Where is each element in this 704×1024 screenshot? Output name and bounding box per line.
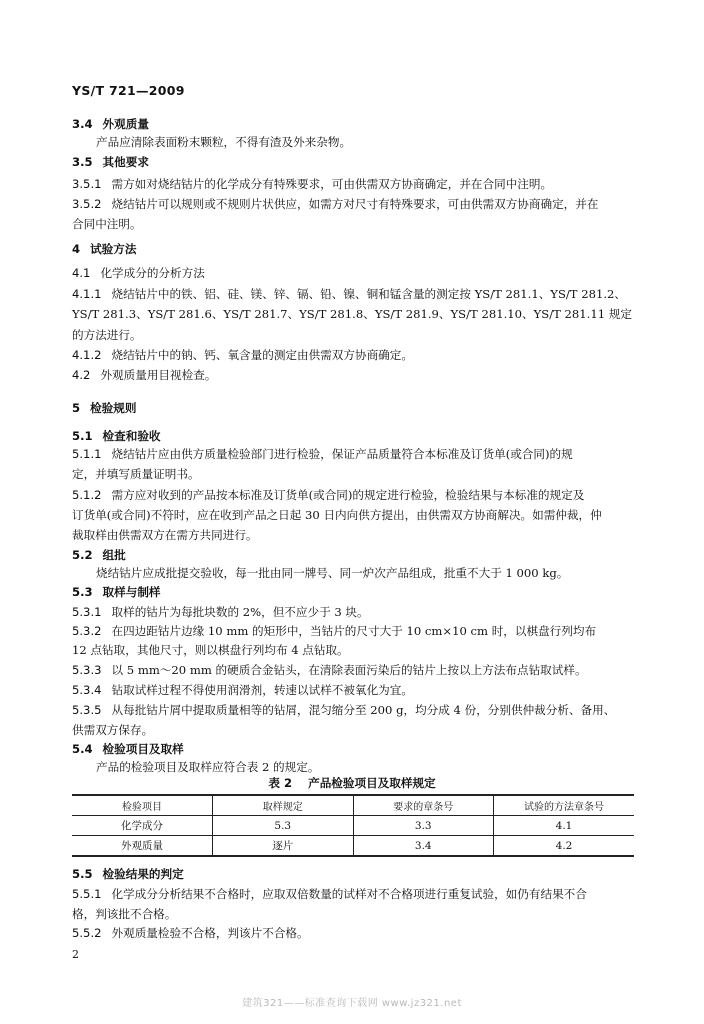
clause-text: 外观质量	[102, 117, 149, 131]
section-heading	[72, 401, 136, 415]
text-line	[72, 368, 216, 382]
text-line	[72, 488, 584, 502]
text-line	[72, 287, 626, 301]
text-line	[72, 703, 615, 717]
section-heading	[72, 742, 184, 756]
section-heading	[72, 867, 184, 881]
table-caption	[0, 775, 704, 791]
clause-text: 外观质量用目视检查。	[100, 368, 217, 382]
table-header-cell: 要求的章条号	[353, 795, 494, 816]
text-line	[96, 760, 319, 774]
clause-text: 供需双方保存。	[72, 723, 154, 737]
clause-text: 试验方法	[90, 242, 137, 256]
text-line	[72, 663, 587, 677]
section-heading	[72, 155, 149, 169]
text-line	[72, 447, 573, 461]
table-cell: 外观质量	[72, 836, 213, 857]
standard-code: YS/T 721—2009	[72, 83, 185, 98]
clause-text: 裁取样由供需双方在需方共同进行。	[72, 528, 258, 542]
text-line	[72, 926, 309, 940]
text-line	[72, 177, 552, 191]
table-caption-number: 表 2	[268, 776, 293, 790]
clause-text: 检查和验收	[102, 429, 161, 443]
watermark: 建筑321——标准查询下载网 www.jz321.net	[242, 998, 462, 1009]
text-line	[72, 328, 142, 342]
clause-number: 5.3.5	[72, 703, 102, 717]
clause-number: 4.1.2	[72, 348, 102, 362]
clause-text: 合同中注明。	[72, 217, 142, 231]
text-line	[96, 566, 568, 580]
clause-number: 5.5.2	[72, 926, 102, 940]
table-header-row	[72, 795, 634, 816]
table-cell: 逐片	[213, 836, 354, 857]
text-line	[72, 348, 413, 362]
clause-text: 外观质量检验不合格，判该片不合格。	[111, 926, 309, 940]
clause-number: 5.3	[72, 585, 93, 599]
clause-number: 5.1.2	[72, 488, 102, 502]
clause-number: 4.1	[72, 266, 91, 280]
text-line	[72, 683, 413, 697]
clause-text: 以 5 mm～20 mm 的硬质合金钻头，在清除表面污染后的钴片上按以上方法布点钻取试样。	[111, 663, 587, 677]
clause-number: 5.5	[72, 867, 93, 881]
text-line	[72, 467, 200, 481]
clause-text: 烧结钴片应成批提交验收，每一批由同一牌号、同一炉次产品组成，批重不大于 1 000 kg。	[96, 566, 569, 580]
text-line	[72, 624, 596, 638]
text-line	[72, 197, 598, 211]
clause-text: 从每批钴片屑中提取质量相等的钻屑，混匀缩分至 200 g，均分成 4 份，分别供仲裁分析、备用、	[111, 703, 616, 717]
text-line	[72, 508, 602, 522]
clause-number: 3.5.2	[72, 197, 102, 211]
clause-text: 取样的钴片为每批块数的 2%，但不应少于 3 块。	[111, 605, 369, 619]
clause-number: 5.4	[72, 742, 93, 756]
clause-text: 检验结果的判定	[102, 867, 184, 881]
clause-text: 化学成分的分析方法	[100, 266, 205, 280]
clause-number: 5.5.1	[72, 887, 102, 901]
clause-text: 格，判该批不合格。	[72, 907, 177, 921]
clause-text: 需方应对收到的产品按本标准及订货单(或合同)的规定进行检验，检验结果与本标准的规定及	[111, 488, 585, 502]
section-heading	[72, 117, 149, 131]
text-line	[72, 528, 258, 542]
text-line	[72, 887, 587, 901]
clause-text: 烧结钴片中的钠、钙、氧含量的测定由供需双方协商确定。	[111, 348, 413, 362]
clause-number: 3.4	[72, 117, 93, 131]
clause-text: YS/T 281.3、YS/T 281.6、YS/T 281.7、YS/T 281.8、YS/T 281.9、YS/T 281.10、YS/T 281.11 规定	[72, 307, 632, 321]
text-line	[72, 643, 349, 657]
text-line	[96, 135, 351, 149]
text-line	[72, 723, 153, 737]
clause-number: 5.1	[72, 429, 93, 443]
clause-number: 3.5	[72, 155, 93, 169]
clause-text: 的方法进行。	[72, 328, 142, 342]
clause-text: 12 点钻取，其他尺寸，则以棋盘行列均布 4 点钻取。	[72, 643, 349, 657]
section-heading	[72, 429, 161, 443]
table-cell: 化学成分	[72, 816, 213, 836]
table-cell: 4.1	[494, 816, 635, 836]
clause-number: 5	[72, 401, 81, 415]
clause-text: 检验项目及取样	[102, 742, 184, 756]
clause-text: 订货单(或合同)不符时，应在收到产品之日起 30 日内向供方提出，由供需双方协商解决。如需仲裁，仲	[72, 508, 602, 522]
section-heading	[72, 548, 126, 562]
clause-text: 在四边距钴片边缘 10 mm 的矩形中，当钴片的尺寸大于 10 cm×10 cm 时，以棋盘行列均布	[111, 624, 597, 638]
clause-text: 化学成分分析结果不合格时，应取双倍数量的试样对不合格项进行重复试验，如仍有结果不合	[111, 887, 587, 901]
clause-number: 4	[72, 242, 81, 256]
clause-number: 3.5.1	[72, 177, 102, 191]
inspection-table	[72, 794, 634, 857]
clause-text: 检验规则	[90, 401, 137, 415]
clause-text: 组批	[102, 548, 126, 562]
clause-text: 取样与制样	[102, 585, 161, 599]
text-line	[72, 605, 369, 619]
clause-text: 产品的检验项目及取样应符合表 2 的规定。	[96, 760, 320, 774]
clause-number: 5.3.2	[72, 624, 102, 638]
table-cell: 4.2	[494, 836, 635, 857]
clause-number: 5.2	[72, 548, 93, 562]
clause-number: 5.1.1	[72, 447, 102, 461]
clause-text: 定，并填写质量证明书。	[72, 467, 200, 481]
text-line	[72, 217, 142, 231]
clause-number: 5.3.3	[72, 663, 102, 677]
clause-text: 其他要求	[102, 155, 149, 169]
clause-text: 烧结钴片应由供方质量检验部门进行检验，保证产品质量符合本标准及订货单(或合同)的规	[111, 447, 573, 461]
table-cell: 5.3	[213, 816, 354, 836]
section-heading	[72, 242, 136, 256]
table-header-cell: 取样规定	[213, 795, 354, 816]
clause-text: 钻取试样过程不得使用润滑剂，转速以试样不被氧化为宜。	[111, 683, 413, 697]
text-line	[72, 307, 632, 321]
clause-number: 4.2	[72, 368, 91, 382]
text-line	[72, 907, 176, 921]
table-caption-title: 产品检验项目及取样规定	[308, 776, 436, 790]
table-cell: 3.4	[353, 836, 494, 857]
table-row	[72, 836, 634, 857]
clause-number: 5.3.4	[72, 683, 102, 697]
section-heading	[72, 585, 161, 599]
clause-text: 烧结钴片可以规则或不规则片状供应，如需方对尺寸有特殊要求，可由供需双方协商确定，并在	[111, 197, 599, 211]
table-row	[72, 816, 634, 836]
table-header-cell: 检验项目	[72, 795, 213, 816]
table-cell: 3.3	[353, 816, 494, 836]
table-header-cell: 试验的方法章条号	[494, 795, 635, 816]
clause-number: 5.3.1	[72, 605, 102, 619]
page-number: 2	[72, 948, 79, 961]
clause-number: 4.1.1	[72, 287, 102, 301]
text-line	[72, 266, 205, 280]
clause-text: 烧结钴片中的铁、铝、硅、镁、锌、镉、铅、镍、铜和锰含量的测定按 YS/T 281.1、YS/T 281.2、	[111, 287, 627, 301]
clause-text: 需方如对烧结钴片的化学成分有特殊要求，可由供需双方协商确定，并在合同中注明。	[111, 177, 553, 191]
clause-text: 产品应清除表面粉末颗粒，不得有渣及外来杂物。	[96, 135, 352, 149]
